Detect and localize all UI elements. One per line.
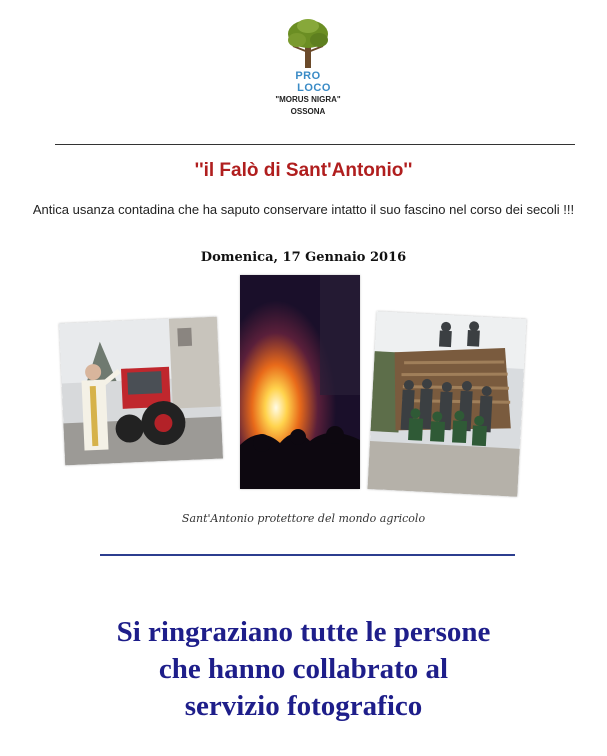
event-subtitle: Antica usanza contadina che ha saputo conservare intatto il suo fascino nel corso dei secoli !!! [32, 202, 575, 217]
logo-pro-text: PRO [295, 70, 321, 82]
event-title: ''il Falò di Sant'Antonio'' [194, 160, 413, 181]
thanks-line-3: servizio fotografico [184, 690, 423, 722]
photo-volunteers-group [367, 311, 526, 497]
logo-motto: "MORUS NIGRA" [275, 95, 341, 104]
logo-town: OSSONA [290, 107, 326, 116]
photo-caption: Sant'Antonio protettore del mondo agricolo [181, 512, 426, 525]
top-divider [55, 144, 575, 145]
logo-name [275, 70, 341, 94]
logo-loco-text: LOCO [297, 82, 331, 94]
photo-bonfire [240, 275, 360, 489]
thanks-line-1: Si ringraziano tutte le persone [116, 616, 491, 648]
event-date: Domenica, 17 Gennaio 2016 [200, 250, 407, 265]
thanks-line-2: che hanno collabrato al [158, 653, 449, 685]
bottom-divider [100, 554, 515, 556]
pro-loco-logo [265, 18, 351, 122]
mulberry-tree-icon [283, 18, 333, 70]
thanks-message [0, 614, 607, 725]
photo-tractor-blessing [59, 317, 223, 466]
